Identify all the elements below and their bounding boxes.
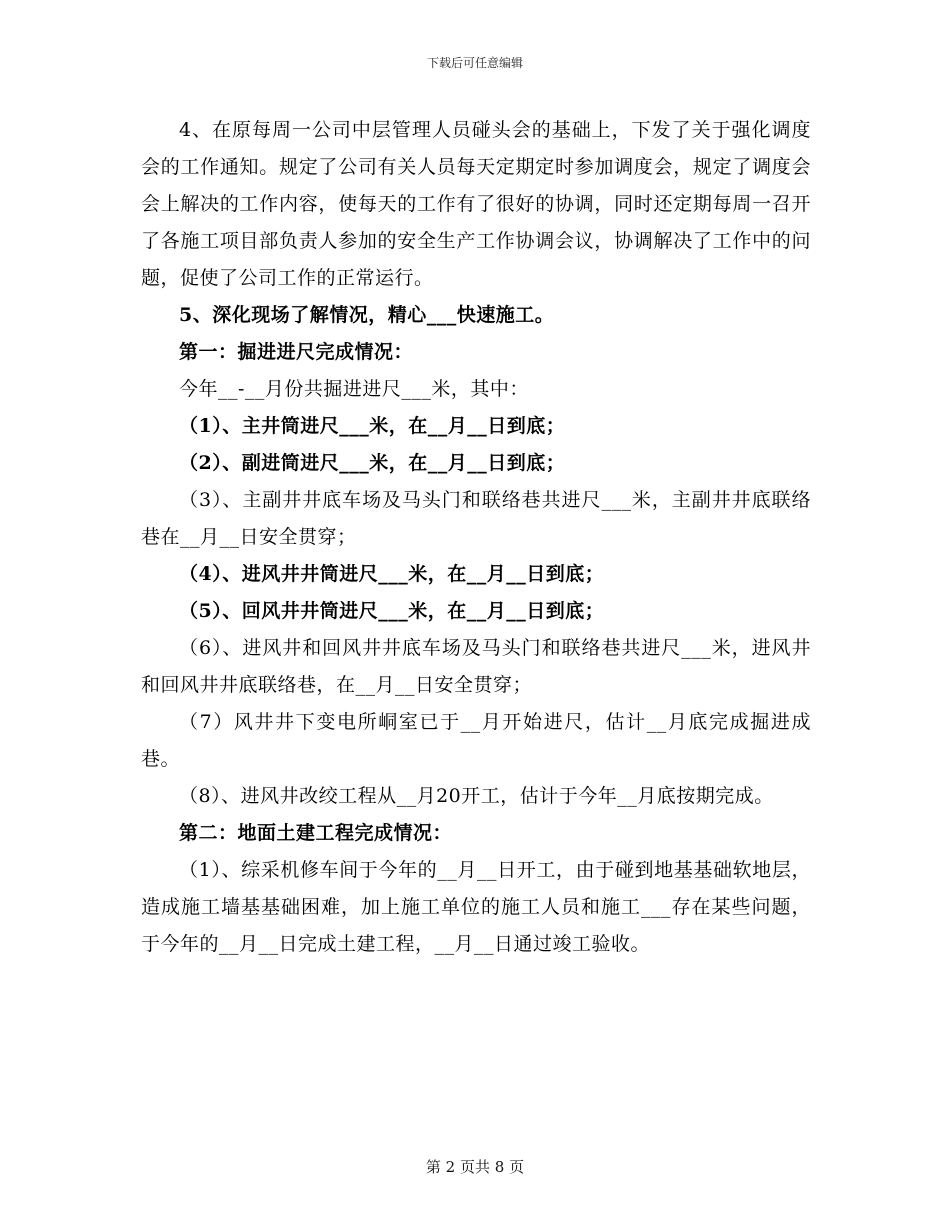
civil-item-1: （1）、综采机修车间于今年的__月__日开工，由于碰到地基基础软地层，造成施工墙基基础困难，加上施工单位的施工人员和施工___存在某些问题，于今年的__月__日完成土建工程，__月__日通过竣工验收。 xyxy=(141,859,811,955)
section-2-heading: 第二：地面土建工程完成情况： xyxy=(179,822,453,844)
excavation-summary: 今年__-__月份共掘进进尺___米，其中： xyxy=(179,378,529,400)
section-1-heading: 第一：掘进进尺完成情况： xyxy=(179,341,414,363)
item-2: （2）、副进筒进尺___米，在__月__日到底； xyxy=(179,452,566,474)
item-7: （7）风井井下变电所峒室已于__月开始进尺，估计__月底完成掘进成巷。 xyxy=(141,711,811,770)
item-3: （3）、主副井井底车场及马头门和联络巷共进尺___米，主副井井底联络巷在__月__日安全贯穿； xyxy=(141,489,811,548)
item-8: （8）、进风井改绞工程从__月20开工，估计于今年__月底按期完成。 xyxy=(179,785,774,807)
page-footer: 第 2 页共 8 页 xyxy=(425,1158,525,1176)
item-4: （4）、进风井井筒进尺___米，在__月__日到底； xyxy=(179,563,605,585)
document-body xyxy=(141,112,811,963)
item-6: （6）、进风井和回风井井底车场及马头门和联络巷共进尺___米，进风井和回风井井底联络巷，在__月__日安全贯穿； xyxy=(141,637,811,696)
item-5: （5）、回风井井筒进尺___米，在__月__日到底； xyxy=(179,600,605,622)
paragraph-4: 4、在原每周一公司中层管理人员碰头会的基础上，下发了关于强化调度会的工作通知。规定了公司有关人员每天定期定时参加调度会，规定了调度会会上解决的工作内容，使每天的工作有了很好的协调，同时还定期每周一召开了各施工项目部负责人参加的安全生产工作协调会议，协调解决了工作中的问题，促使了公司工作的正常运行。 xyxy=(141,119,811,289)
paragraph-5-heading: 5、深化现场了解情况，精心___快速施工。 xyxy=(179,304,555,326)
page-header: 下载后可任意编辑 xyxy=(426,56,523,70)
item-1: （1）、主井筒进尺___米，在__月__日到底； xyxy=(179,415,566,437)
